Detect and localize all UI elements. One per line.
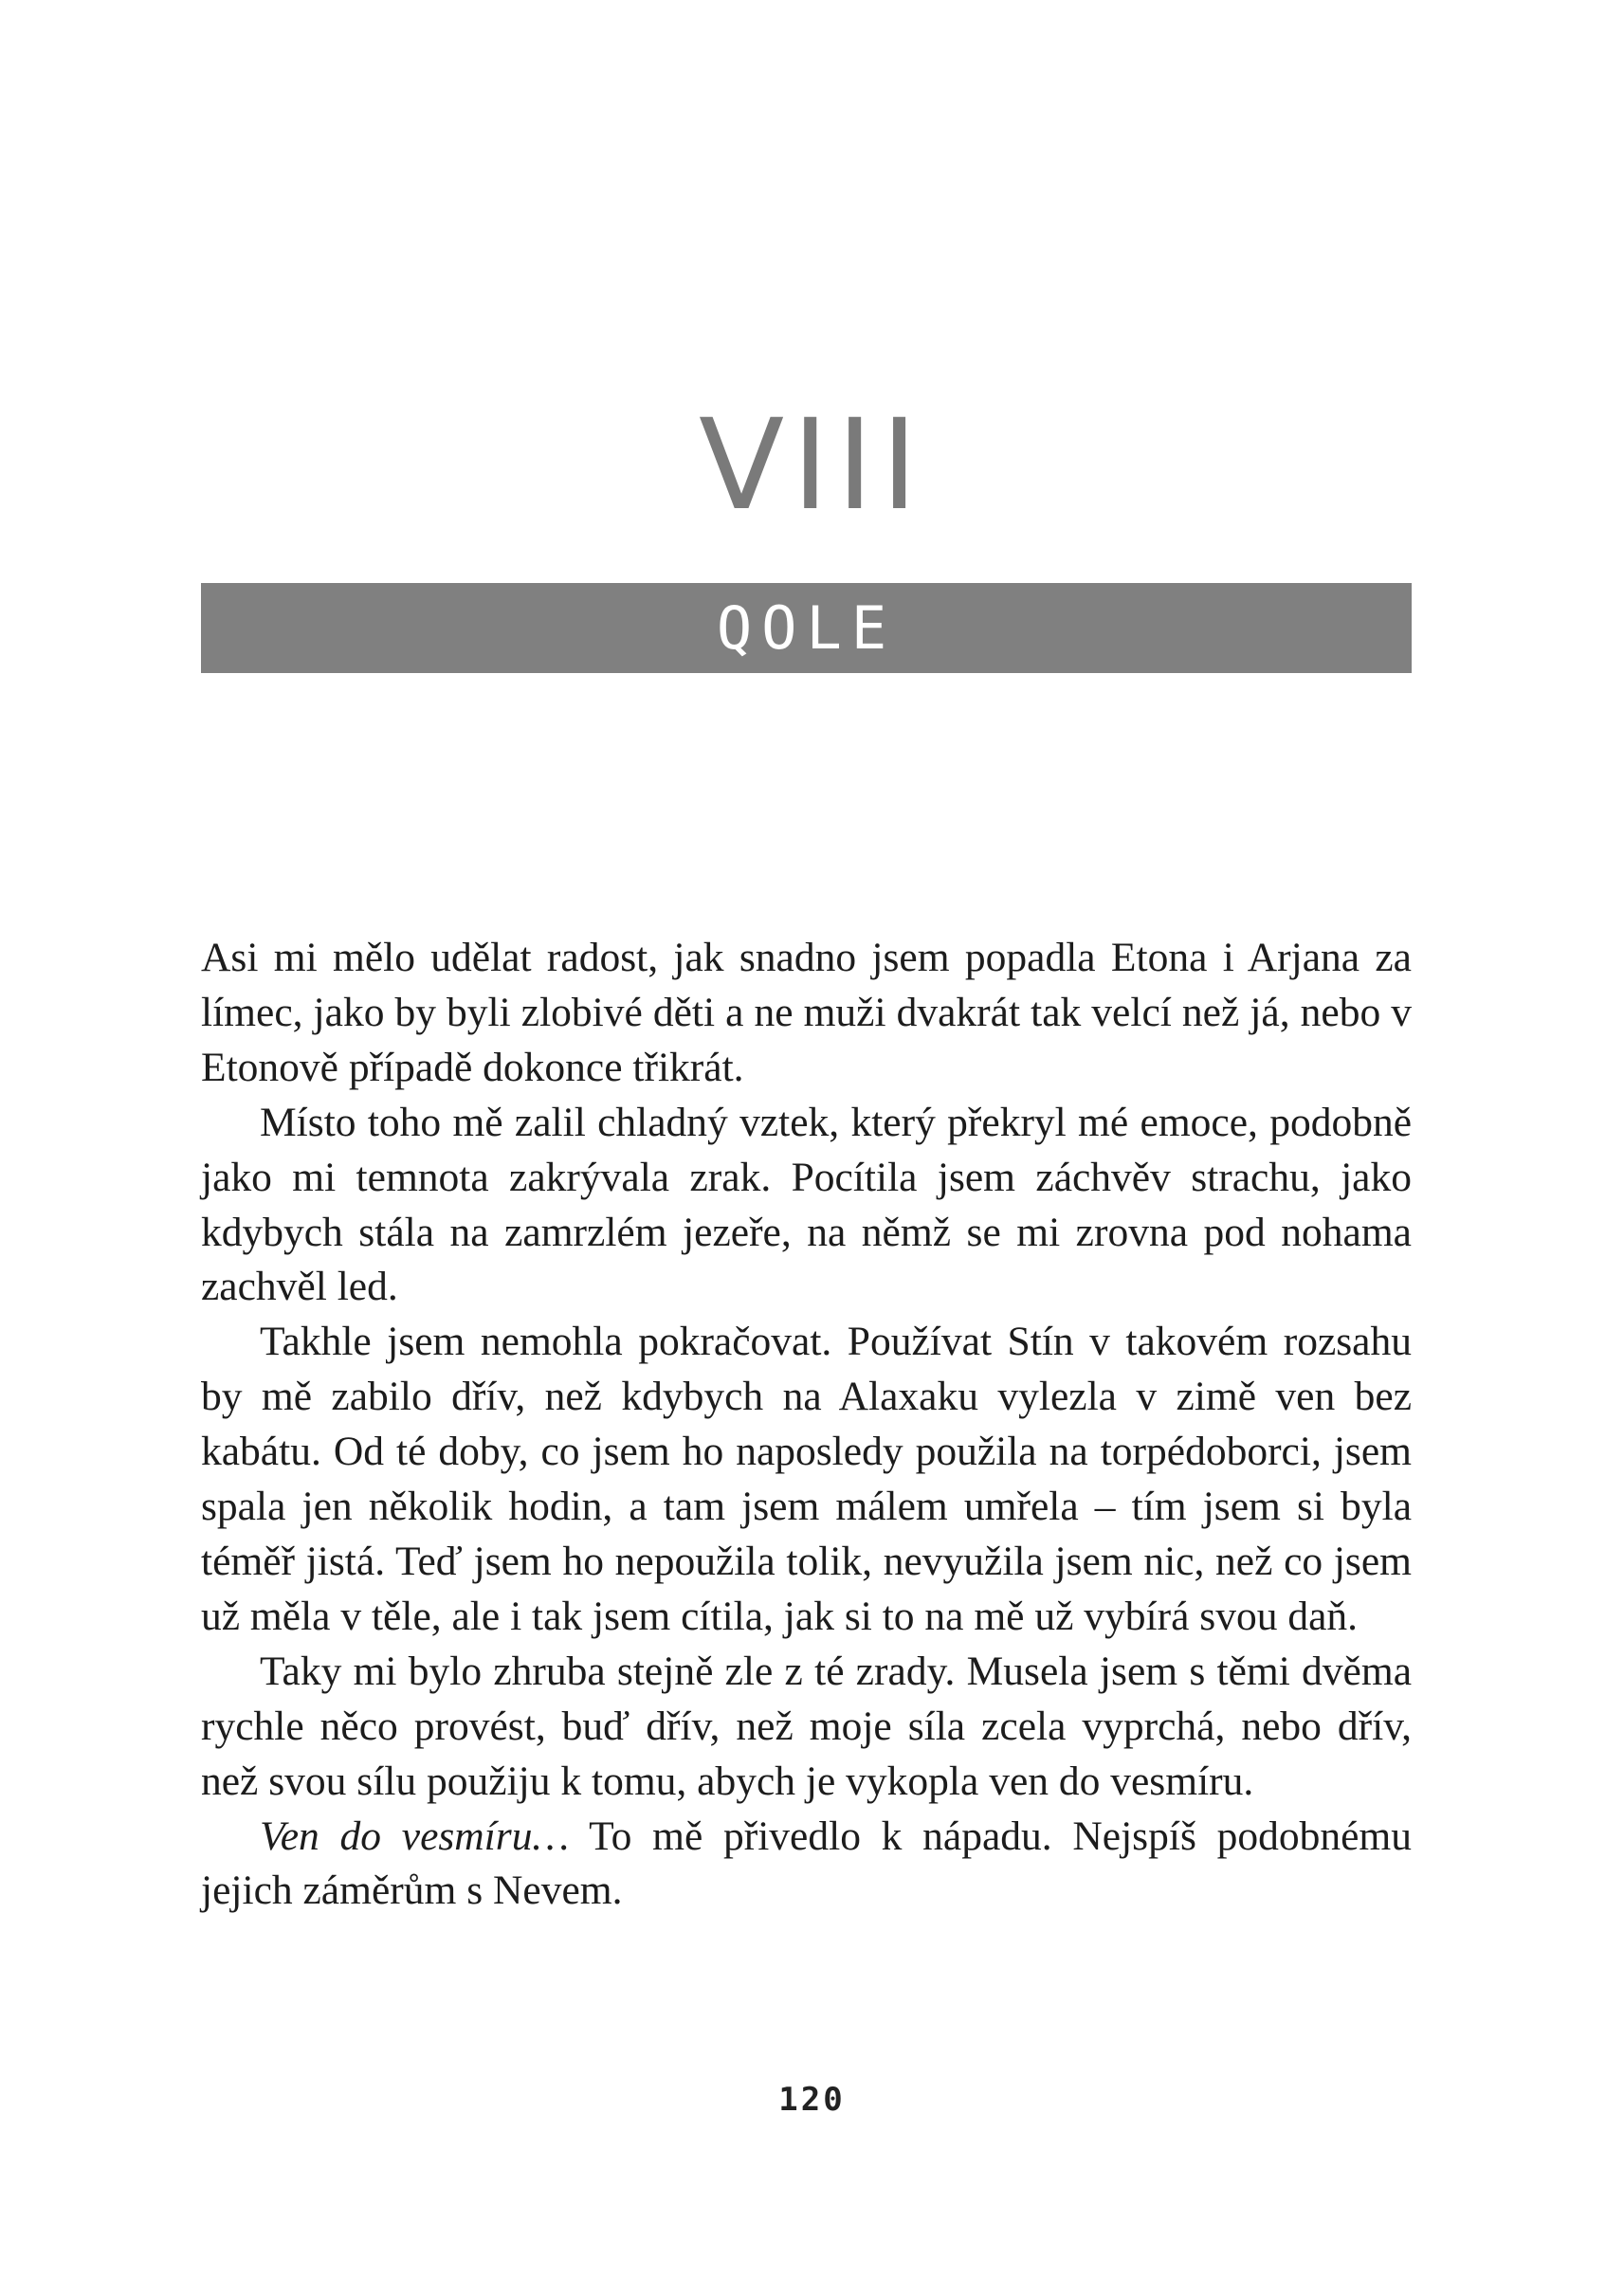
paragraph-3: Takhle jsem nemohla pokračovat. Používat Stín v takovém rozsahu by mě zabilo dřív, než kdybych na Alaxaku vylezla v zimě ven bez kabátu. Od té doby, co jsem ho naposledy použila na torpédoborci, jsem spala jen několik hodin, a tam jsem málem umřela – tím jsem si byla téměř jistá. Teď jsem ho nepoužila tolik, nevyužila jsem nic, než co jsem už měla v těle, ale i tak jsem cítila, jak si to na mě už vybírá svou daň. bbox=[201, 1319, 1412, 1639]
paragraph-1: Asi mi mělo udělat radost, jak snadno jsem popadla Etona i Arjana za límec, jako by byli zlobivé děti a ne muži dvakrát tak velcí než já, nebo v Etonově případě dokonce třikrát. bbox=[201, 935, 1412, 1090]
paragraph-5 bbox=[201, 1810, 1412, 1920]
paragraph-4: Taky mi bylo zhruba stejně zle z té zrady. Musela jsem s těmi dvěma rychle něco provést, buď dřív, než moje síla zcela vyprchá, nebo dřív, než svou sílu použiju k tomu, abych je vykopla ven do vesmíru. bbox=[201, 1648, 1412, 1804]
paragraph-2: Místo toho mě zalil chladný vztek, který překryl mé emoce, podobně jako mi temnota zakrývala zrak. Pocítila jsem záchvěv strachu, jako kdybych stála na zamrzlém jezeře, na němž se mi zrovna pod nohama zachvěl led. bbox=[201, 1099, 1412, 1310]
chapter-body bbox=[201, 931, 1412, 1919]
chapter-title: QOLE bbox=[716, 593, 897, 663]
chapter-title-bar bbox=[201, 583, 1412, 673]
page-number: 120 bbox=[778, 2081, 846, 2119]
chapter-number: VIII bbox=[698, 392, 926, 538]
paragraph-5-italic: Ven do vesmíru… bbox=[260, 1813, 570, 1859]
paragraph-5-text: To mě přivedlo k nápadu. Nejspíš podobnému jejich záměrům s Nevem. bbox=[201, 1813, 1412, 1914]
